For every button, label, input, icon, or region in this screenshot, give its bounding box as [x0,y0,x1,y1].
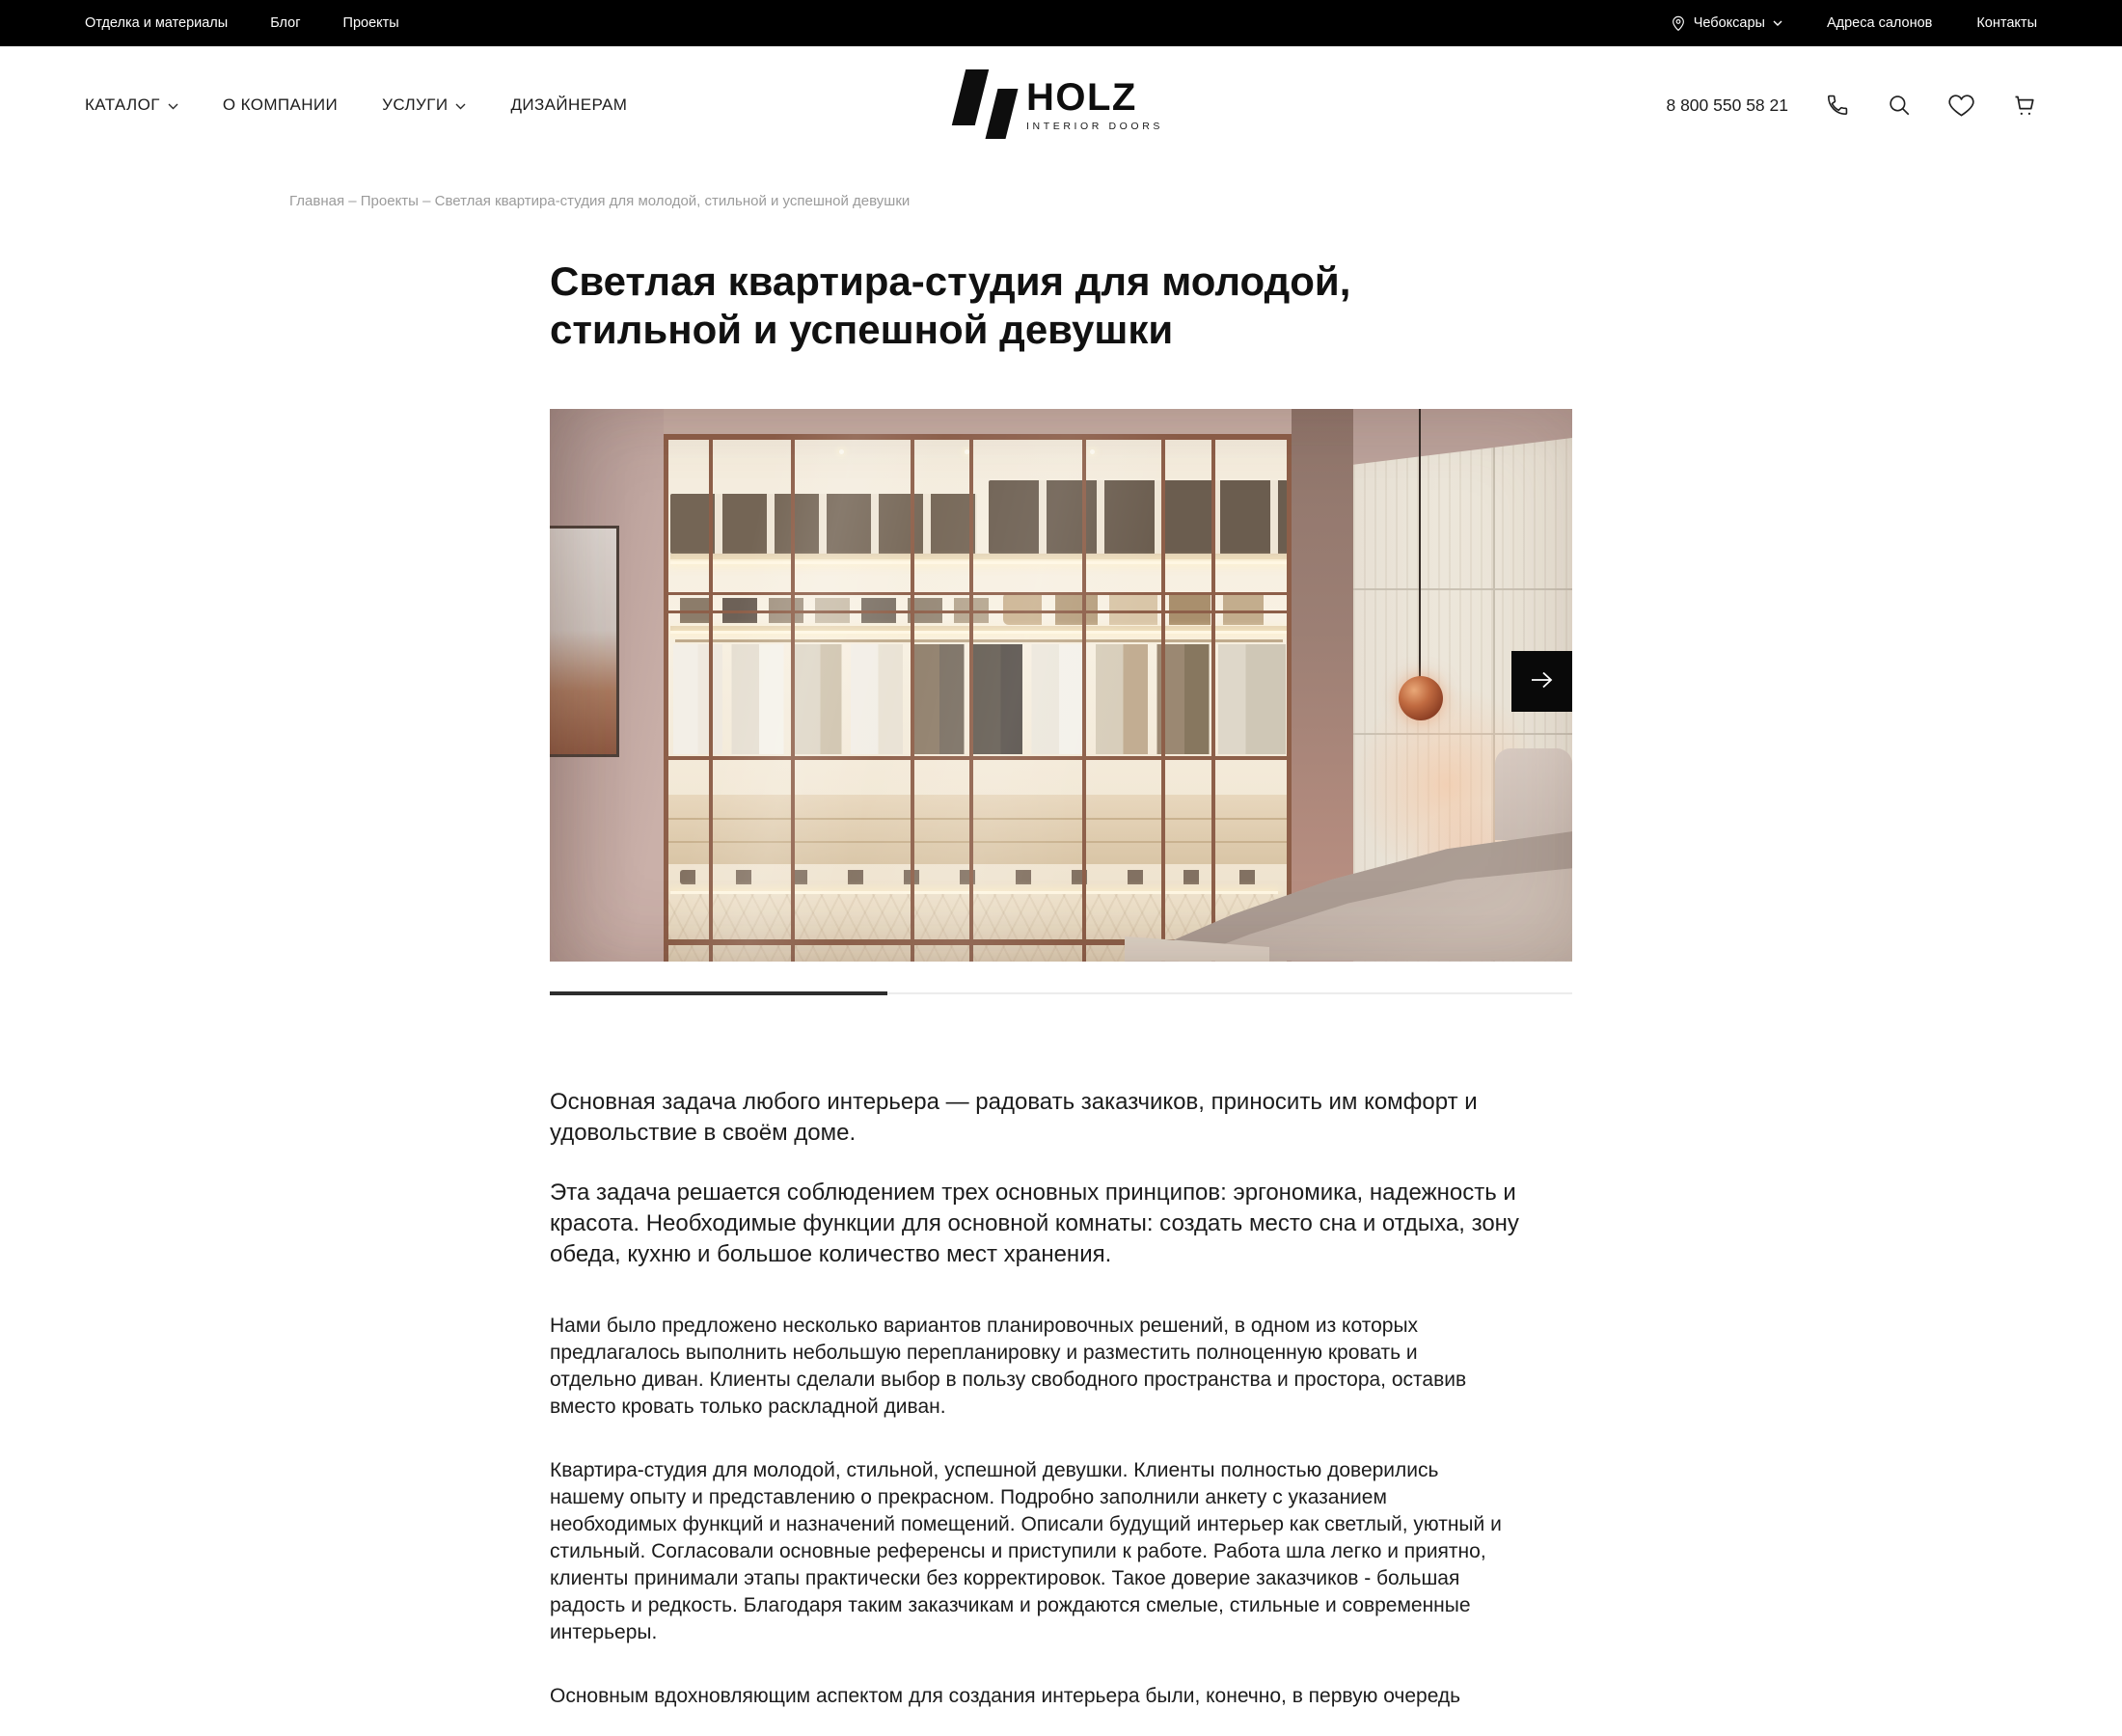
nav-services-label: УСЛУГИ [382,95,449,114]
header-utilities [1666,93,2037,119]
glass-doors-bronze-frame [664,434,1292,962]
logo-subtitle: INTERIOR DOORS [1026,121,1163,132]
pendant-cord [1419,409,1421,681]
chevron-down-icon [455,95,466,115]
topbar-link-blog[interactable]: Блог [270,15,301,31]
chevron-down-icon [1773,20,1782,27]
cart-icon[interactable] [2011,93,2037,119]
intro-paragraph: Эта задача решается соблюдением трех основных принципов: эргономика, надежность и красота. Необходимые функции для основной комнаты: создать место сна и отдыха, зону обеда, кухню и большое количество мест хранения. [550,1179,1519,1267]
intro-paragraph: Основная задача любого интерьера — радовать заказчиков, приносить им комфорт и удовольствие в своём доме. [550,1088,1478,1146]
nav-designers-label: ДИЗАЙНЕРАМ [510,95,628,114]
article-copy [550,1087,1572,1710]
body-paragraph: Основным вдохновляющим аспектом для создания интерьера были, конечно, в первую очередь [550,1684,1461,1707]
topbar-link-materials[interactable]: Отделка и материалы [85,15,229,31]
holz-logo[interactable] [959,69,1163,141]
intro-paragraphs [550,1087,1572,1270]
pendant-lamp [1399,676,1443,720]
nav-catalog-label: КАТАЛОГ [85,95,160,114]
topbar-links-right [1671,14,2037,32]
logo-title: HOLZ [1026,76,1137,119]
holz-logo-icon [959,69,1012,141]
body-paragraph: Квартира-студия для молодой, стильной, успешной девушки. Клиенты полностью доверились нашему опыту и представлению о прекрасном. Подробно заполнили анкету с указанием необходимых функций и назначений помещений. Описали будущий интерьер как светлый, уютный и стильный. Согласовали основные референсы и приступили к работе. Работа шла легко и приятно, клиенты принимали этапы практически без корректировок. Такое доверие заказчиков - большая радость и редкость. Благодаря таким заказчикам и рождаются смелые, стильные и современные интерьеры. [550,1458,1502,1643]
arrow-right-icon [1529,668,1556,694]
article [550,258,1572,1710]
body-paragraphs [550,1313,1572,1710]
picture-frame [550,526,619,757]
photo-soffit [664,409,1292,434]
search-icon[interactable] [1887,93,1912,118]
bed-headboard [1495,748,1572,840]
breadcrumb[interactable]: Главная – Проекты – Светлая квартира-студия для молодой, стильной и успешной девушки [289,193,911,209]
topbar-links-left [85,15,399,31]
topbar-link-salons[interactable]: Адреса салонов [1826,15,1933,31]
city-selector[interactable] [1671,14,1782,32]
location-pin-icon [1671,14,1686,32]
main-header [0,46,2122,164]
nav-item-about[interactable] [223,95,338,115]
nav-item-designers[interactable] [510,95,627,115]
slider-next-button[interactable] [1511,651,1572,712]
nav-about-label: О КОМПАНИИ [222,95,339,114]
slider-progress[interactable] [550,992,1572,994]
topbar-link-contacts[interactable]: Контакты [1976,15,2037,31]
nav-item-catalog[interactable] [85,95,178,115]
main-nav [85,95,627,115]
slider-progress-fill [550,991,887,995]
phone-icon[interactable] [1825,93,1850,118]
chevron-down-icon [168,95,178,115]
phone-number[interactable]: 8 800 550 58 21 [1666,95,1788,115]
heart-icon[interactable] [1948,94,1974,118]
city-label: Чебоксары [1693,15,1765,31]
nav-item-services[interactable] [382,95,466,115]
topbar [0,0,2122,46]
project-photo [550,409,1572,962]
page-title: Светлая квартира-студия для молодой, стильной и успешной девушки [550,258,1351,353]
body-paragraph: Нами было предложено несколько вариантов планировочных решений, в одном из которых предлагалось выполнить небольшую перепланировку и разместить полноценную кровать и отдельно диван. Клиенты сделали выбор в пользу свободного пространства и простора, оставив вместо кровать только раскладной диван. [550,1314,1467,1418]
topbar-link-projects[interactable]: Проекты [342,15,399,31]
